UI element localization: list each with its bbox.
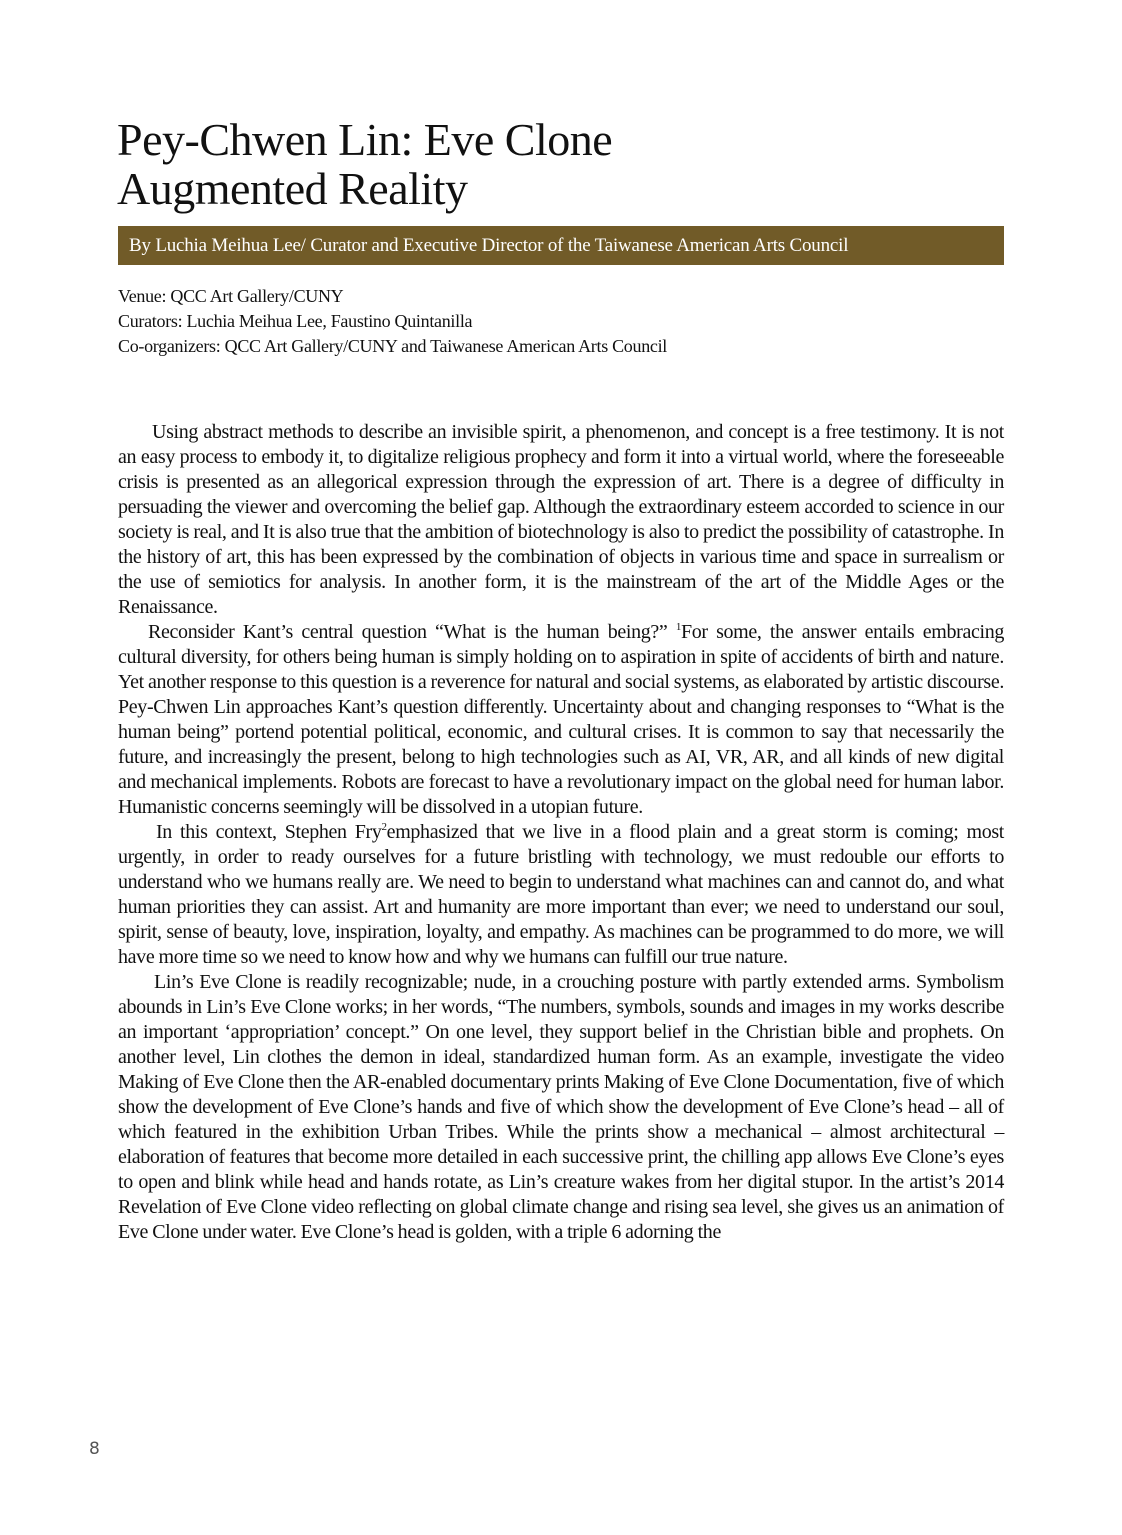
- curators-line: Curators: Luchia Meihua Lee, Faustino Quintanilla: [118, 311, 473, 331]
- title-line-1: Pey-Chwen Lin: Eve Clone: [117, 114, 613, 165]
- paragraph-3: [118, 820, 1004, 970]
- paragraph-2: [118, 620, 1004, 820]
- venue-line: Venue: QCC Art Gallery/CUNY: [118, 286, 344, 306]
- paragraph-4: Lin’s Eve Clone is readily recognizable; nude, in a crouching posture with partly extended arms. Symbolism abounds in Lin’s Eve Clone works; in her words, “The numbers, symbols, sounds and images in my works describe an important ‘appropriation’ concept.” On one level, they support belief in the Christian bible and prophets. On another level, Lin clothes the demon in ideal, standardized human form. As an example, investigate the video Making of Eve Clone then the AR-enabled documentary prints Making of Eve Clone Documentation, five of which show the development of Eve Clone’s hands and five of which show the development of Eve Clone’s head – all of which featured in the exhibition Urban Tribes. While the prints show a mechanical – almost architectural – elaboration of features that become more detailed in each successive print, the chilling app allows Eve Clone’s eyes to open and blink while head and hands rotate, as Lin’s creature wakes from her digital stupor. In the artist’s 2014 Revelation of Eve Clone video reflecting on global climate change and rising sea level, she gives us an animation of Eve Clone under water. Eve Clone’s head is golden, with a triple 6 adorning the: [118, 971, 1004, 1243]
- byline-banner: By Luchia Meihua Lee/ Curator and Executive Director of the Taiwanese American Arts Council: [118, 226, 1004, 265]
- paragraph-3-before: In this context, Stephen Fry: [156, 821, 382, 843]
- article-title: [117, 115, 997, 213]
- article-body: [118, 420, 1004, 1245]
- footnote-ref-2[interactable]: 2: [381, 821, 387, 833]
- paragraph-3-after: emphasized that we live in a flood plain and a great storm is coming; most urgently, in order to ready ourselves for a future bristling with technology, we must redouble our efforts to understand who we humans really are. We need to begin to understand what machines can and cannot do, and what human priorities they can assist. Art and humanity are more important than ever; we need to understand our soul, spirit, sense of beauty, love, inspiration, loyalty, and empathy. As machines can be programmed to do more, we will have more time so we need to know how and why we humans can fulfill our true nature.: [118, 821, 1005, 968]
- coorganizers-line: Co-organizers: QCC Art Gallery/CUNY and Taiwanese American Arts Council: [118, 336, 667, 356]
- paragraph-2-before: Reconsider Kant’s central question “What is the human being?”: [148, 621, 676, 643]
- exhibition-meta: [118, 284, 998, 359]
- title-line-2: Augmented Reality: [117, 163, 468, 214]
- paragraph-1: Using abstract methods to describe an invisible spirit, a phenomenon, and concept is a free testimony. It is not an easy process to embody it, to digitalize religious prophecy and form it into a virtual world, where the foreseeable crisis is presented as an allegorical expression through the expression of art. There is a degree of difficulty in persuading the viewer and overcoming the belief gap. Although the extraordinary esteem accorded to science in our society is real, and It is also true that the ambition of biotechnology is also to predict the possibility of catastrophe. In the history of art, this has been expressed by the combination of objects in various time and space in surrealism or the use of semiotics for analysis. In another form, it is the mainstream of the art of the Middle Ages or the Renaissance.: [118, 421, 1004, 618]
- page-number: 8: [89, 1439, 100, 1459]
- footnote-ref-1[interactable]: 1: [675, 621, 681, 633]
- paragraph-2-after: For some, the answer entails embracing cultural diversity, for others being human is simply holding on to aspiration in spite of accidents of birth and nature. Yet another response to this question is a reverence for natural and social systems, as elaborated by artistic discourse. Pey-Chwen Lin approaches Kant’s question differently. Uncertainty about and changing responses to “What is the human being” portend potential political, economic, and cultural crises. It is common to say that necessarily the future, and increasingly the present, belong to high technologies such as AI, VR, AR, and all kinds of new digital and mechanical implements. Robots are forecast to have a revolutionary impact on the global need for human labor. Humanistic concerns seemingly will be dissolved in a utopian future.: [118, 621, 1004, 818]
